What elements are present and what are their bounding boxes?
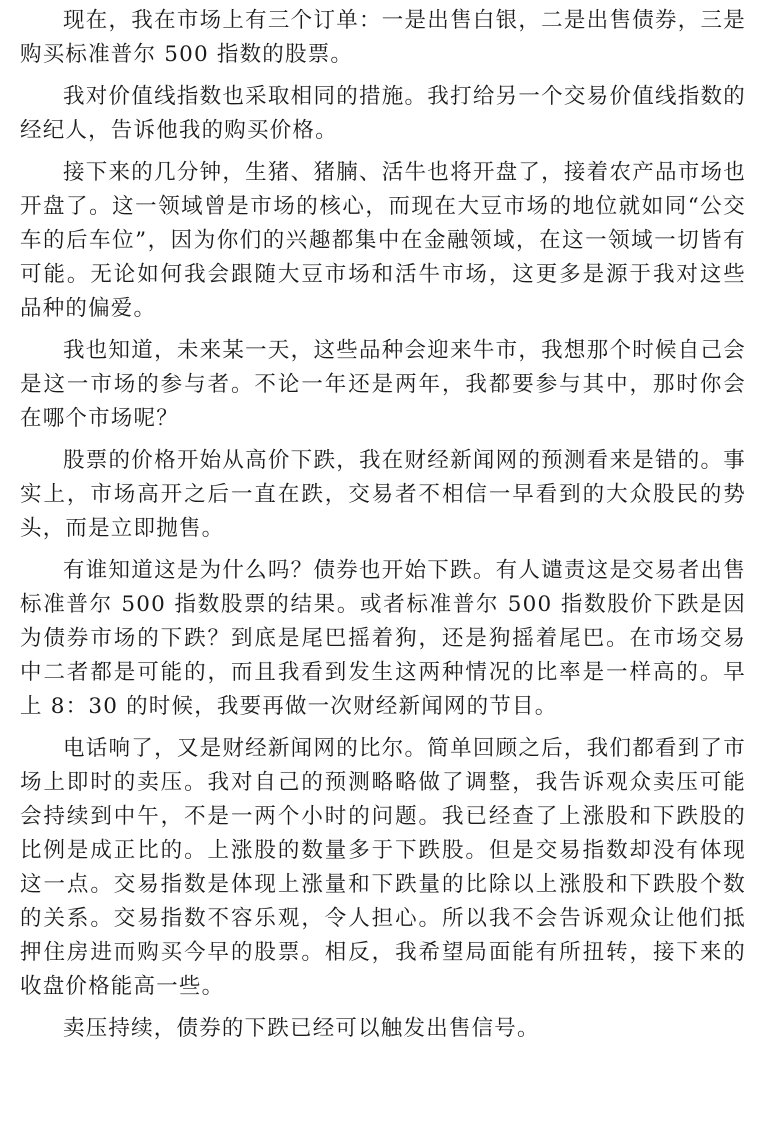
paragraph: 我也知道，未来某一天，这些品种会迎来牛市，我想那个时候自己会是这一市场的参与者。不论一年还是两年，我都要参与其中，那时你会在哪个市场呢？	[20, 338, 746, 431]
paragraph: 接下来的几分钟，生猪、猪腩、活牛也将开盘了，接着农产品市场也开盘了。这一领域曾是市场的核心，而现在大豆市场的地位就如同“公交车的后车位”，因为你们的兴趣都集中在金融领域，在这一领域一切皆有可能。无论如何我会跟随大豆市场和活牛市场，这更多是源于我对这些品种的偏爱。	[20, 160, 746, 321]
paragraph: 股票的价格开始从高价下跌，我在财经新闻网的预测看来是错的。事实上，市场高开之后一直在跌，交易者不相信一早看到的大众股民的势头，而是立即抛售。	[20, 448, 746, 541]
book-page	[20, 4, 746, 1054]
paragraph: 我对价值线指数也采取相同的措施。我打给另一个交易价值线指数的经纪人，告诉他我的购买价格。	[20, 84, 746, 143]
paragraph: 现在，我在市场上有三个订单：一是出售白银，二是出售债券，三是购买标准普尔 500 指数的股票。	[20, 8, 746, 67]
paragraph: 有谁知道这是为什么吗？债券也开始下跌。有人谴责这是交易者出售标准普尔 500 指数股票的结果。或者标准普尔 500 指数股价下跌是因为债券市场的下跌？到底是尾巴摇着狗，还是狗摇着尾巴。在市场交易中二者都是可能的，而且我看到发生这两种情况的比率是一样高的。早上 8：30 的时候，我要再做一次财经新闻网的节目。	[20, 558, 746, 719]
paragraph: 电话响了，又是财经新闻网的比尔。简单回顾之后，我们都看到了市场上即时的卖压。我对自己的预测略略做了调整，我告诉观众卖压可能会持续到中午，不是一两个小时的问题。我已经查了上涨股和下跌股的比例是成正比的。上涨股的数量多于下跌股。但是交易指数却没有体现这一点。交易指数是体现上涨量和下跌量的比除以上涨股和下跌股个数的关系。交易指数不容乐观，令人担心。所以我不会告诉观众让他们抵押住房进而购买今早的股票。相反，我希望局面能有所扭转，接下来的收盘价格能高一些。	[20, 736, 746, 999]
paragraph: 卖压持续，债券的下跌已经可以触发出售信号。	[63, 1016, 540, 1041]
